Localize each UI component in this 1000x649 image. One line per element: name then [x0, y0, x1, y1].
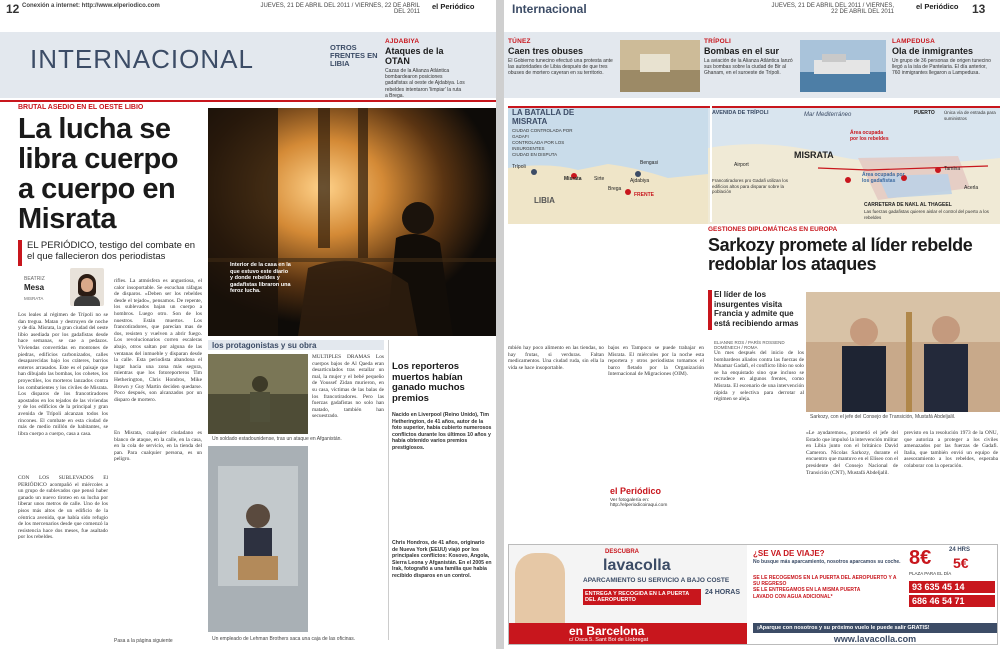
red-rule	[0, 100, 496, 102]
left-header-link: Conexión a internet: http://www.elperiodico.com	[22, 3, 160, 9]
reporteros-title: Los reporteros muertos habían ganado muchos premios	[392, 361, 465, 404]
ad-phone1[interactable]: 93 635 45 14	[909, 581, 995, 593]
right-section-header: Internacional	[512, 2, 587, 16]
news-text: La aviación de la Alianza Atlántica lanzó sus bombas sobre la ciudad de Bir al Ghanam, en el suroeste de Trípoli.	[704, 58, 793, 77]
ad-phone2[interactable]: 686 46 54 71	[909, 595, 995, 607]
periodico-logo: el Periódico	[610, 486, 662, 496]
ad-address: c/ Osca 5. Sant Boi de Llobregat	[569, 637, 649, 643]
left-page	[0, 0, 496, 649]
author-place: MISRATA	[24, 296, 44, 301]
news-kicker: AJDABIYA	[385, 38, 420, 45]
ad-question-sub: No busque más aparcamiento, nosotros aparcamos su coche.	[753, 559, 901, 565]
ad-url[interactable]: www.lavacolla.com	[833, 634, 917, 644]
map-bengasi: Bengasi	[640, 160, 659, 166]
page-number-right: 13	[972, 2, 986, 16]
sarkozy-headline: Sarkozy promete al líder rebelde redoblar los ataques	[708, 235, 973, 274]
map-brega: Brega	[608, 186, 622, 192]
map-sirte: Sirte	[594, 176, 605, 182]
sarkozy-col3: previsto en la resolución 1973 de la ONU, que autoriza a proteger a los civiles amenazados por las fuerzas de Gadafi. Italia, que también envió un equipo de asesoramiento a los rebeldes, esperaba colaborar con la operación.	[904, 430, 998, 469]
map-tripoli: Trípoli	[512, 164, 526, 170]
map-title: LA BATALLA DE MISRATA	[512, 108, 575, 126]
sarkozy-subhead-mark	[708, 290, 712, 330]
ad-price-label: PLAZA PARA EL DÍA	[909, 571, 952, 576]
sarkozy-photo	[806, 292, 1000, 412]
map-label-avenida: AVENIDA DE TRÍPOLI	[712, 110, 769, 116]
news-title: Caen tres obuses	[508, 46, 584, 56]
news-kicker: TRÍPOLI	[704, 38, 732, 45]
page-number-left: 12	[6, 2, 20, 16]
subhead-mark	[18, 240, 22, 266]
lampedusa-photo	[800, 40, 886, 92]
ad-brand: lavacolla	[603, 557, 671, 574]
sarkozy-col1: Un mes después del inicio de los bombardeos aliados contra las fuerzas de Muamar Gadafi, el conflicto libio no solo se ha enquistado sino que incluso se recrudece en algunos frentes, como Misrata. El escenario de una intervención rápida y selectiva para derrotar al régimen se aleja.	[714, 350, 804, 403]
reporteros-1: Nacido en Liverpool (Reino Unido), Tim Hetherington, de 41 años, autor de la foto superior, había cubierto numerosos conflictos durante los últimos 10 años y había obtenido varios premios prestigiosos.	[392, 412, 492, 451]
ad-price: 8€	[909, 547, 932, 569]
right-page	[504, 0, 1000, 649]
ad-horas: 24 HORAS	[705, 589, 741, 596]
news-kicker: TÚNEZ	[508, 38, 531, 45]
strip-caption-2: Un empleado de Lehman Brothers saca una caja de las oficinas.	[212, 636, 356, 642]
map-libia: LIBIA	[534, 196, 555, 205]
ad-tagline: APARCAMIENTO SU SERVICIO A BAJO COSTE	[583, 577, 730, 584]
lavacolla-ad[interactable]	[508, 544, 998, 645]
map-label-gadafistas: Área ocupada por los gadafistas	[862, 172, 905, 184]
legend-disputa: CIUDAD EN DISPUTA	[512, 152, 558, 157]
photo-caption: Interior de la casa en la que estuvo este diario y donde rebeldes y gadafistas libraron una feroz lucha.	[230, 262, 291, 294]
map-misrata: Misrata	[564, 176, 582, 182]
author-label: BEATRIZ	[24, 276, 45, 282]
page-gutter	[496, 0, 504, 649]
right-logo: el Periódico	[916, 2, 959, 11]
ad-service-2: SE LE ENTREGAMOS EN LA MISMA PUERTA	[753, 587, 861, 594]
news-text: Cazas de la Alianza Atlántica bombardearon posiciones gadafistas al oeste de Ajdabiya. Los rebeldes intentaron 'limpiar' la ruta a Brega.	[385, 68, 465, 99]
news-lampedusa	[892, 38, 992, 77]
sarkozy-subhead: El líder de los insurgentes visita Francia y admite que está recibiendo armas	[714, 290, 799, 328]
news-tripoli	[704, 38, 796, 77]
misrata-col-mid: mbién hay poco alimento en las tiendas, no hay frutas, si verduras. Faltan medicamentos. Una ciudad ruda, sin ella la vida se hace insoportable.	[508, 345, 604, 371]
otros-frentes-label: OTROS FRENTES EN LIBIA	[330, 43, 378, 68]
strip-title: los protagonistas y su obra	[212, 341, 317, 350]
ad-footer: ¡Aparque con nosotros y su próximo vuelo le puede salir GRATIS!	[753, 623, 997, 633]
map-airport: Airport	[734, 162, 749, 168]
lehman-photo	[208, 446, 308, 632]
news-kicker: LAMPEDUSA	[892, 38, 935, 45]
map-puerto: PUERTO	[914, 110, 935, 116]
news-title: Ola de inmigrantes	[892, 46, 974, 56]
map-tamina: Tamina	[944, 166, 961, 172]
strip-caption-1: Un soldado estadounidense, tras un ataque en Afganistán.	[212, 436, 342, 442]
ad-question: ¿SE VA DE VIAJE?	[753, 549, 825, 558]
legend-insurgentes: CONTROLADA POR LOS INSURGENTES	[512, 140, 565, 151]
map-legend	[512, 128, 586, 158]
sarkozy-kicker: GESTIONES DIPLOMÁTICAS EN EUROPA	[708, 226, 838, 233]
news-ajdabiya	[385, 38, 465, 99]
col1b-text: CON LOS SUBLEVADOS El PERIÓDICO acompañó el miércoles a un grupo de sublevados que pensó haber ganado un nuevo tiroteo en su lucha por liberar unos metros de calle. Uno de los pisos más altos de un edificio de la céntrica avenida, que había sido refugio de los mercenarios desde que comenzó la resistencia hace dos meses, fue asaltado por los rebeldes.	[18, 475, 108, 541]
col2-text: rifles. La atmósfera es angustiosa, el calor insoportable. Se escuchan ráfagas de disparos. «Deben ser los rebeldes desde el tejado», pensamos. De repente, los sublevados bajan un cuerpo a hombros. Luego otro. Son de los nuestros. Están muertos. Los francotiradores, que parecían mas de dos, resisten y vuelven a abrir fuego. Los revolucionarios corren escaleras abajo, otros saltan por alguna de las ventanas del inmueble y disparan desde la calle. Esta periodista abandona el lugar hacia una zona más segura, mientras que los fotoreporteros Tim Hetherington, Chris Hondros, Mike Brown y Guy Martin deciden quedarse. Poco después, son alcanzados por un disparo de mortero.	[114, 278, 202, 403]
footer-left: Pasa a la página siguiente	[114, 638, 173, 644]
author-photo	[70, 268, 104, 306]
strip-col-text: MÚLTIPLES DRAMAS Los cuerpos bajos de Al Qaeda eran desarticulados tras estallar un mal, la mujer y el bebé pequeño de Youssef Zidan murieron, en su casa, víctimas de las balas de los francotiradores. Pero las fuerzas gadafistas no solo han matado, también han secuestrado.	[312, 354, 384, 420]
right-header-date: JUEVES, 21 DE ABRIL DEL 2011 / VIERNES, 22 DE ABRIL DEL 2011	[771, 3, 894, 15]
news-tunez	[508, 38, 616, 77]
news-text: Un grupo de 36 personas de origen tunecino llegó a la isla de Pantelaria. El día anterior, 760 inmigrantes llegaron a Lampedusa.	[892, 58, 991, 77]
map-ajdabiya: Ajdabiya	[630, 178, 650, 184]
misrata-col-mid-b: bajos en Tampoco se puede trabajar en Misrata. El miércoles por la noche esta reportera y otros periodistas tomamos el barco fletado por la Organización Internacional de Migraciones (OIM).	[608, 345, 704, 378]
news-title: Bombas en el sur	[704, 46, 780, 56]
sarkozy-byline: ELIANNE ROS / PARÍS ROSSEND DOMÈNECH / ROMA	[714, 340, 785, 350]
map-acerla: Acerla	[964, 185, 979, 191]
left-logo: el Periódico	[432, 2, 475, 11]
news-title: Ataques de la OTAN	[385, 46, 444, 66]
tunez-photo	[620, 40, 700, 92]
legend-gadafi: CIUDAD CONTROLADA POR GADAFI	[512, 128, 573, 139]
soldier-photo	[208, 354, 308, 434]
col2b-text: En Misrata, cualquier ciudadano es blanco de ataque, en la calle, en la casa, en la cola de servicio, en la tienda del pan. Para cualquier persona, es un peligro.	[114, 430, 202, 463]
ad-city: en Barcelona	[569, 624, 645, 638]
ad-24h-val: 5€	[953, 555, 969, 571]
ad-24h: 24 HRS	[949, 547, 971, 553]
author-name: Mesa	[24, 283, 45, 292]
main-subhead: EL PERIÓDICO, testigo del combate en el que fallecieron dos periodistas	[27, 240, 196, 262]
news-text: El Gobierno tunecino efectuó una protesta ante las autoridades de Libia después de que tres obuses de mortero cayeran en su territorio.	[508, 58, 613, 77]
section-title: INTERNACIONAL	[30, 44, 254, 74]
main-photo	[208, 108, 496, 336]
main-kicker: BRUTAL ASEDIO EN EL OESTE LIBIO	[18, 104, 144, 111]
ad-figure	[515, 553, 565, 633]
reporteros-2: Chris Hondros, de 41 años, originario de Nueva York (EEUU) viajó por los principales conflictos: Kosovo, Angola, Sierra Leona y Afganistán. En el 2005 en Irak, fotografió a una familia que había recibido disparos en un control.	[392, 540, 492, 579]
sarkozy-caption: Sarkozy, con el jefe del Consejo de Transición, Mustafá Abdeljalil.	[810, 414, 956, 420]
main-headline: La lucha se libra cuerpo a cuerpo en Misrata	[18, 113, 178, 235]
sarkozy-col2: «Le ayudaremos», prometió el jefe del Estado que impulsó la intervención militar en Libia junto con el británico David Cameron. Nicolas Sarkozy, durante el encuentro que mantuvo en el Elíseo con el presidente del Consejo Nacional de Transición (CNT), Mustafá Abdeljalil.	[806, 430, 898, 476]
map-note-puerto: Única vía de entrada para suministros	[944, 110, 996, 121]
ad-services	[753, 575, 903, 600]
ad-service-1: SE LE RECOGEMOS EN LA PUERTA DEL AEROPUERTO Y A SU REGRESO	[753, 575, 897, 588]
periodico-text: Ver fotogalería en: http://elperiodicoiraqui.com	[610, 498, 668, 508]
map-label-rebeldes: Área ocupada por los rebeldes	[850, 130, 889, 142]
left-header-date: JUEVES, 21 DE ABRIL DEL 2011 / VIERNES, 22 DE ABRIL DEL 2011	[260, 3, 420, 15]
map-sea-label: Mar Mediterráneo	[804, 112, 852, 118]
map-note-carretera: Las fuerzas gadafistas quieren aislar el control del puerto a los rebeldes	[864, 209, 989, 220]
col1-text: Los leales al régimen de Trípoli no se dan tregua. Matan y destruyen de noche y de día. Misrata, la gran ciudad del oeste libio asediada por los gadafistas desde hace semanas, se cae a pedazos. Viviendas convertidas en montones de piedras, edificios carbonizados, calles desaparecidas bajo los cráteres, barrios enteros arrasados. Este es el paisaje que han dibujado las bombas, los cohetes, los proyectiles, los morteros lanzados contra los combatientes y los civiles de Misrata. Los disparos de los francotiradores apostados en los tejados de las viviendas y de los edificios de la principal y gran avenida de Trípoli alcanzan todos los rincones. El combate en esta ciudad de más de medio millón de habitantes, se libra cuerpo a cuerpo, casa a casa.	[18, 312, 108, 437]
map-label-misrata: MISRATA	[794, 150, 834, 160]
map-label-carretera: CARRETERA DE NAKL AL THAGEEL	[864, 202, 952, 208]
ad-delivery: ENTREGA Y RECOGIDA EN LA PUERTA DEL AEROPUERTO	[583, 589, 701, 605]
ad-service-3: LAVADO CON AGUA ADICIONAL*	[753, 593, 833, 600]
map-note-francotiradores: Francotiradores pro Gadafi utilizan los edificios altos para disparar sobre la población	[712, 178, 789, 194]
map-frente: FRENTE	[634, 192, 654, 198]
ad-descubra: DESCUBRA	[605, 549, 640, 555]
